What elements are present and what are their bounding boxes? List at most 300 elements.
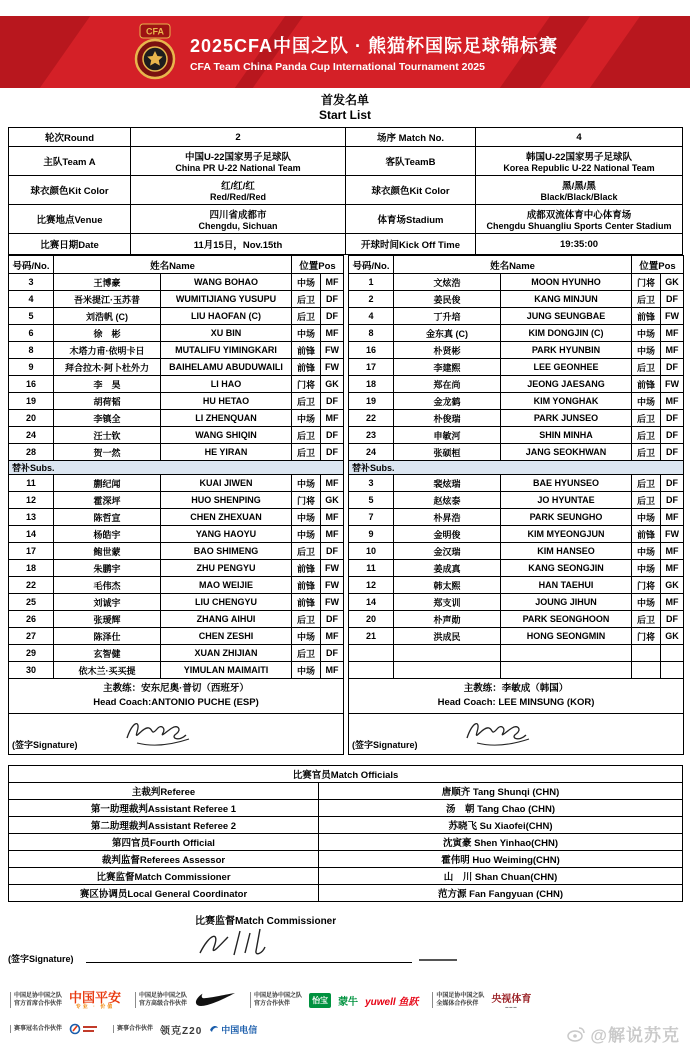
- player-name-cn: 刘诚宇: [54, 594, 161, 611]
- title-sponsor-logo: [69, 1023, 99, 1035]
- yuwell-logo: yuwell 鱼跃: [365, 996, 419, 1008]
- player-no: 22: [9, 577, 54, 594]
- player-name-en: ZHANG AIHUI: [161, 611, 292, 628]
- player-pos-en: MF: [661, 594, 684, 611]
- player-pos-en: MF: [661, 509, 684, 526]
- player-pos-cn: 后卫: [632, 410, 661, 427]
- player-pos-cn: 中场: [632, 342, 661, 359]
- player-name-en: KUAI JIWEN: [161, 475, 292, 492]
- player-no: 9: [9, 359, 54, 376]
- sponsor-group-title-partner: [10, 1023, 99, 1035]
- player-row: [9, 577, 344, 594]
- player-no: 7: [349, 509, 394, 526]
- official-role: 第二助理裁判Assistant Referee 2: [9, 817, 319, 834]
- player-name-cn: 木塔力甫·依明卡日: [54, 342, 161, 359]
- venue-value: 四川省成都市 Chengdu, Sichuan: [131, 205, 346, 234]
- player-name-en: KIM DONGJIN (C): [501, 325, 632, 342]
- player-pos-en: FW: [321, 594, 344, 611]
- cfa-crest-logo: [132, 23, 178, 81]
- yibao-logo: 怡宝: [309, 993, 331, 1008]
- nike-swoosh-icon: [194, 992, 236, 1008]
- player-pos-cn: 门将: [632, 274, 661, 291]
- official-name: 唐顺齐 Tang Shunqi (CHN): [319, 783, 683, 800]
- player-pos-en: MF: [661, 342, 684, 359]
- player-pos-en: DF: [661, 444, 684, 461]
- player-row: [9, 274, 344, 291]
- player-name-en: PARK SEONGHOON: [501, 611, 632, 628]
- player-row: [9, 492, 344, 509]
- player-name-cn: 毛伟杰: [54, 577, 161, 594]
- player-no: 25: [9, 594, 54, 611]
- player-row: [349, 427, 684, 444]
- player-pos-en: GK: [661, 577, 684, 594]
- player-no: 4: [9, 291, 54, 308]
- kickoff-value: 19:35:00: [476, 234, 683, 255]
- player-name-cn: 李 昊: [54, 376, 161, 393]
- player-pos-en: GK: [661, 628, 684, 645]
- match-no-value: 4: [476, 128, 683, 147]
- china-telecom-logo: 中国电信: [209, 1023, 257, 1036]
- player-name-cn: 胡荷韬: [54, 393, 161, 410]
- player-name-cn: 朴昇浩: [394, 509, 501, 526]
- player-row: [9, 410, 344, 427]
- player-row: [9, 427, 344, 444]
- kit-a-value: 红/红/红 Red/Red/Red: [131, 176, 346, 205]
- player-pos-cn: 中场: [292, 325, 321, 342]
- official-row: [9, 783, 683, 800]
- player-name-en: JO HYUNTAE: [501, 492, 632, 509]
- player-pos-en: MF: [321, 410, 344, 427]
- player-row: [9, 325, 344, 342]
- player-name-cn: 李镇全: [54, 410, 161, 427]
- player-pos-en: FW: [321, 577, 344, 594]
- sponsor-footer: [10, 987, 680, 1045]
- official-name: 范方源 Fan Fangyuan (CHN): [319, 885, 683, 902]
- coach-signature-scribble: [119, 716, 209, 748]
- player-name-en: BAE HYUNSEO: [501, 475, 632, 492]
- player-pos-cn: 后卫: [632, 475, 661, 492]
- player-name-en: LIU CHENGYU: [161, 594, 292, 611]
- signature-row: [349, 714, 684, 755]
- player-pos-en: DF: [321, 427, 344, 444]
- player-row: [9, 393, 344, 410]
- player-no: 23: [349, 427, 394, 444]
- start-list-heading-cn: 首发名单: [320, 93, 369, 107]
- team-b-body: [349, 256, 684, 755]
- sponsor-group-media: [432, 990, 531, 1011]
- player-row: [9, 509, 344, 526]
- team-b-value: 韩国U-22国家男子足球队 Korea Republic U-22 National Team: [476, 147, 683, 176]
- commissioner-signature-area: [8, 927, 682, 971]
- player-name-en: JANG SEOKHWAN: [501, 444, 632, 461]
- coach-name-cn: 主教练：李敏成（韩国）: [463, 682, 569, 694]
- player-name-cn: 裴炫瑞: [394, 475, 501, 492]
- player-pos-cn: 门将: [292, 492, 321, 509]
- player-pos-cn: 门将: [292, 376, 321, 393]
- official-row: [9, 851, 683, 868]
- player-name-cn: 洪成民: [394, 628, 501, 645]
- player-pos-en: FW: [321, 560, 344, 577]
- player-pos-cn: 前锋: [292, 359, 321, 376]
- player-name-en: MUTALIFU YIMINGKARI: [161, 342, 292, 359]
- signature-row: [9, 714, 344, 755]
- player-name-cn: 王博豪: [54, 274, 161, 291]
- player-name-cn: 蒯纪闻: [54, 475, 161, 492]
- sponsor-label: 赛事冠名合作伙伴: [10, 1025, 62, 1033]
- player-pos-en: MF: [321, 628, 344, 645]
- official-row: [9, 834, 683, 851]
- player-name-en: HE YIRAN: [161, 444, 292, 461]
- official-name: 沈寅豪 Shen Yinhao(CHN): [319, 834, 683, 851]
- player-pos-en: FW: [661, 526, 684, 543]
- sponsor-label: 中国足协中国之队 官方合作伙伴: [250, 992, 302, 1008]
- official-name: 山 川 Shan Chuan(CHN): [319, 868, 683, 885]
- signature-label: (签字Signature): [12, 740, 78, 750]
- player-name-en: WANG BOHAO: [161, 274, 292, 291]
- player-pos-en: DF: [661, 427, 684, 444]
- signature-label: (签字Signature): [8, 954, 74, 964]
- player-name-en: HU HETAO: [161, 393, 292, 410]
- watermark-text: @解说苏克: [590, 1026, 680, 1045]
- player-name-en: PARK SEUNGHO: [501, 509, 632, 526]
- player-no: 30: [9, 662, 54, 679]
- player-pos-en: MF: [321, 325, 344, 342]
- player-name-en: WANG SHIQIN: [161, 427, 292, 444]
- player-pos-cn: 中场: [292, 509, 321, 526]
- player-row: [349, 410, 684, 427]
- player-no: 1: [349, 274, 394, 291]
- player-name-en: [501, 645, 632, 662]
- match-no-label: 场序 Match No.: [346, 128, 476, 147]
- player-name-cn: 朱鹏宇: [54, 560, 161, 577]
- player-no: 29: [9, 645, 54, 662]
- player-no: 5: [9, 308, 54, 325]
- round-value: 2: [131, 128, 346, 147]
- round-label: 轮次Round: [9, 128, 131, 147]
- sponsor-label: 中国足协中国之队 官方高级合作伙伴: [135, 992, 187, 1008]
- cctv-sub-mark: ━━━: [505, 1004, 518, 1011]
- player-name-cn: 贺一然: [54, 444, 161, 461]
- player-pos-en: DF: [321, 291, 344, 308]
- player-pos-cn: 后卫: [292, 611, 321, 628]
- player-row: [349, 291, 684, 308]
- date-label: 比赛日期Date: [9, 234, 131, 255]
- player-no: 6: [9, 325, 54, 342]
- official-role: 裁判监督Referees Assessor: [9, 851, 319, 868]
- player-row: [349, 628, 684, 645]
- player-pos-en: FW: [661, 308, 684, 325]
- player-name-en: KANG MINJUN: [501, 291, 632, 308]
- player-pos-en: DF: [321, 444, 344, 461]
- player-name-en: JEONG JAESANG: [501, 376, 632, 393]
- start-list-heading-en: Start List: [318, 108, 371, 122]
- player-name-cn: 张瑷辉: [54, 611, 161, 628]
- player-row: [349, 274, 684, 291]
- header-banner: [0, 16, 690, 88]
- player-pos-cn: 中场: [632, 594, 661, 611]
- officials-title-row: [9, 766, 683, 783]
- player-pos-en: MF: [321, 526, 344, 543]
- info-row-date: [9, 234, 683, 255]
- player-name-en: KIM HANSEO: [501, 543, 632, 560]
- kit-b-value: 黑/黑/黑 Black/Black/Black: [476, 176, 683, 205]
- player-row: [349, 492, 684, 509]
- player-name-cn: 张硕桓: [394, 444, 501, 461]
- player-name-cn: 金明俊: [394, 526, 501, 543]
- info-row-venue: [9, 205, 683, 234]
- player-name-cn: 金汉瑞: [394, 543, 501, 560]
- player-pos-en: MF: [321, 509, 344, 526]
- player-pos-cn: [632, 645, 661, 662]
- player-name-en: LIU HAOFAN (C): [161, 308, 292, 325]
- player-pos-cn: 中场: [632, 509, 661, 526]
- player-no: 14: [9, 526, 54, 543]
- team-a-value: 中国U-22国家男子足球队 China PR U-22 National Team: [131, 147, 346, 176]
- player-row: [349, 560, 684, 577]
- col-no: 号码/No.: [9, 256, 54, 274]
- player-pos-en: FW: [321, 359, 344, 376]
- player-name-cn: 申敏河: [394, 427, 501, 444]
- player-no: 13: [9, 509, 54, 526]
- official-row: [9, 817, 683, 834]
- player-name-en: HUO SHENPING: [161, 492, 292, 509]
- player-pos-en: MF: [321, 274, 344, 291]
- player-name-cn: 韩太熙: [394, 577, 501, 594]
- player-row: [9, 594, 344, 611]
- telecom-icon: [209, 1024, 219, 1034]
- official-row: [9, 868, 683, 885]
- player-row: [349, 543, 684, 560]
- player-name-cn: [394, 645, 501, 662]
- player-no: 18: [9, 560, 54, 577]
- player-pos-cn: 后卫: [292, 444, 321, 461]
- col-no: 号码/No.: [349, 256, 394, 274]
- player-no: 17: [349, 359, 394, 376]
- player-pos-cn: 中场: [632, 325, 661, 342]
- lynk-z20-logo: 领克Z20: [160, 1025, 203, 1037]
- official-role: 第四官员Fourth Official: [9, 834, 319, 851]
- player-pos-cn: 后卫: [632, 492, 661, 509]
- coach-name-cn: 主教练：安东尼奥·普切（西班牙）: [103, 682, 249, 694]
- player-pos-en: DF: [321, 308, 344, 325]
- mengniu-logo: 蒙牛: [338, 996, 359, 1008]
- player-name-cn: 郑支训: [394, 594, 501, 611]
- col-pos: 位置Pos: [632, 256, 684, 274]
- official-name: 霍伟明 Huo Weiming(CHN): [319, 851, 683, 868]
- player-name-en: MOON HYUNHO: [501, 274, 632, 291]
- player-pos-cn: 中场: [292, 274, 321, 291]
- sponsor-label: 赛事合作伙伴: [113, 1025, 153, 1033]
- player-name-en: CHEN ZHEXUAN: [161, 509, 292, 526]
- player-name-en: PARK JUNSEO: [501, 410, 632, 427]
- player-no: 3: [349, 475, 394, 492]
- player-name-en: SHIN MINHA: [501, 427, 632, 444]
- player-row: [349, 662, 684, 679]
- player-name-cn: 霍深坪: [54, 492, 161, 509]
- player-pos-en: GK: [661, 274, 684, 291]
- player-pos-cn: 后卫: [632, 359, 661, 376]
- coach-signature-scribble: [459, 716, 549, 748]
- player-name-cn: 玄智健: [54, 645, 161, 662]
- commissioner-signature-scribble: [188, 923, 328, 963]
- official-role: 赛区协调员Local General Coordinator: [9, 885, 319, 902]
- player-no: 21: [349, 628, 394, 645]
- player-pos-en: DF: [661, 492, 684, 509]
- player-no: 9: [349, 526, 394, 543]
- player-pos-cn: 前锋: [632, 308, 661, 325]
- player-pos-en: DF: [321, 543, 344, 560]
- player-row: [9, 645, 344, 662]
- player-row: [349, 611, 684, 628]
- player-no: 24: [349, 444, 394, 461]
- officials-title: 比赛官员Match Officials: [9, 766, 683, 783]
- player-pos-en: FW: [321, 342, 344, 359]
- player-pos-cn: 后卫: [632, 444, 661, 461]
- official-row: [9, 800, 683, 817]
- player-row: [349, 342, 684, 359]
- player-pos-cn: 前锋: [292, 342, 321, 359]
- player-row: [9, 308, 344, 325]
- player-no: 5: [349, 492, 394, 509]
- sponsor-label: 中国足协中国之队 官方首席合作伙伴: [10, 992, 62, 1008]
- player-name-en: WUMITIJIANG YUSUPU: [161, 291, 292, 308]
- player-no: 8: [349, 325, 394, 342]
- officials-body: [9, 766, 683, 902]
- subs-band: 替补Subs.: [9, 461, 344, 475]
- player-pos-cn: 前锋: [292, 594, 321, 611]
- player-no: 16: [349, 342, 394, 359]
- start-list-heading: [0, 88, 690, 127]
- player-no: 18: [349, 376, 394, 393]
- player-name-en: [501, 662, 632, 679]
- roster-header-row: [349, 256, 684, 274]
- team-a-label: 主队Team A: [9, 147, 131, 176]
- player-name-en: JOUNG JIHUN: [501, 594, 632, 611]
- player-name-cn: 赵炫泰: [394, 492, 501, 509]
- player-pos-en: DF: [661, 291, 684, 308]
- player-pos-cn: 后卫: [632, 611, 661, 628]
- player-no: 11: [349, 560, 394, 577]
- col-pos: 位置Pos: [292, 256, 344, 274]
- kit-a-label: 球衣颜色Kit Color: [9, 176, 131, 205]
- player-name-en: XU BIN: [161, 325, 292, 342]
- player-pos-cn: 前锋: [632, 376, 661, 393]
- sponsor-label: 中国足协中国之队 全媒体合作伙伴: [432, 992, 484, 1008]
- coach-name-en: Head Coach: LEE MINSUNG (KOR): [437, 697, 595, 708]
- player-no: 17: [9, 543, 54, 560]
- player-name-cn: 刘浩帆 (C): [54, 308, 161, 325]
- player-pos-en: DF: [661, 359, 684, 376]
- player-no: 4: [349, 308, 394, 325]
- player-pos-cn: 后卫: [292, 427, 321, 444]
- player-pos-en: DF: [661, 611, 684, 628]
- player-no: 19: [9, 393, 54, 410]
- player-no: 11: [9, 475, 54, 492]
- commissioner-sign-label: 比赛监督Match Commissioner: [195, 916, 337, 927]
- player-pos-en: GK: [321, 492, 344, 509]
- player-pos-cn: 前锋: [292, 577, 321, 594]
- player-name-en: CHEN ZESHI: [161, 628, 292, 645]
- subs-band: 替补Subs.: [349, 461, 684, 475]
- player-pos-en: DF: [321, 645, 344, 662]
- player-name-en: YIMULAN MAIMAITI: [161, 662, 292, 679]
- player-pos-cn: 中场: [632, 543, 661, 560]
- team-b-label: 客队TeamB: [346, 147, 476, 176]
- info-row-teams: [9, 147, 683, 176]
- info-row-round: [9, 128, 683, 147]
- player-pos-en: MF: [661, 560, 684, 577]
- tournament-title-cn: 2025CFA中国之队 · 熊猫杯国际足球锦标赛: [189, 35, 559, 56]
- player-name-cn: 鲍世蒙: [54, 543, 161, 560]
- rosters-section: [8, 255, 682, 755]
- kickoff-label: 开球时间Kick Off Time: [346, 234, 476, 255]
- player-name-cn: 李建熙: [394, 359, 501, 376]
- player-pos-en: MF: [661, 543, 684, 560]
- sponsor-group-chief: [10, 991, 121, 1010]
- player-pos-en: DF: [661, 475, 684, 492]
- player-pos-en: [661, 662, 684, 679]
- player-no: 28: [9, 444, 54, 461]
- player-row: [9, 291, 344, 308]
- player-name-cn: 汪士钦: [54, 427, 161, 444]
- player-no: 8: [9, 342, 54, 359]
- player-name-en: KIM MYEONGJUN: [501, 526, 632, 543]
- player-row: [349, 325, 684, 342]
- player-row: [349, 526, 684, 543]
- player-row: [349, 509, 684, 526]
- player-name-cn: 姜成真: [394, 560, 501, 577]
- player-pos-en: MF: [661, 325, 684, 342]
- coach-row: [9, 679, 344, 714]
- weibo-icon: [566, 1024, 586, 1044]
- player-name-cn: 金东真 (C): [394, 325, 501, 342]
- sponsor-group-senior: [135, 992, 236, 1008]
- sponsor-group-event-partner: [113, 1022, 257, 1037]
- player-pos-en: [661, 645, 684, 662]
- date-value: 11月15日，Nov.15th: [131, 234, 346, 255]
- player-pos-cn: 中场: [292, 526, 321, 543]
- player-row: [9, 560, 344, 577]
- player-pos-cn: 中场: [292, 628, 321, 645]
- player-pos-en: GK: [321, 376, 344, 393]
- player-name-cn: 朴贤彬: [394, 342, 501, 359]
- pingan-logo: 中国平安 专业 · 价值: [69, 989, 122, 1010]
- watermark: [566, 1021, 680, 1046]
- player-name-cn: 丁升培: [394, 308, 501, 325]
- player-name-en: LEE GEONHEE: [501, 359, 632, 376]
- player-name-cn: 姜民俊: [394, 291, 501, 308]
- col-name: 姓名Name: [54, 256, 292, 274]
- player-row: [349, 645, 684, 662]
- player-no: 19: [349, 393, 394, 410]
- player-no: [349, 662, 394, 679]
- player-name-cn: 拜合拉木·阿卜杜外力: [54, 359, 161, 376]
- player-row: [9, 444, 344, 461]
- player-name-en: ZHU PENGYU: [161, 560, 292, 577]
- player-name-cn: 朴俊瑞: [394, 410, 501, 427]
- player-name-cn: 陈泽仕: [54, 628, 161, 645]
- player-pos-cn: 后卫: [632, 291, 661, 308]
- player-pos-cn: 中场: [292, 662, 321, 679]
- player-name-en: BAO SHIMENG: [161, 543, 292, 560]
- player-row: [9, 662, 344, 679]
- player-pos-cn: [632, 662, 661, 679]
- player-no: 12: [9, 492, 54, 509]
- player-name-en: KANG SEONGJIN: [501, 560, 632, 577]
- player-name-cn: 陈哲宣: [54, 509, 161, 526]
- player-name-en: YANG HAOYU: [161, 526, 292, 543]
- player-pos-en: DF: [321, 393, 344, 410]
